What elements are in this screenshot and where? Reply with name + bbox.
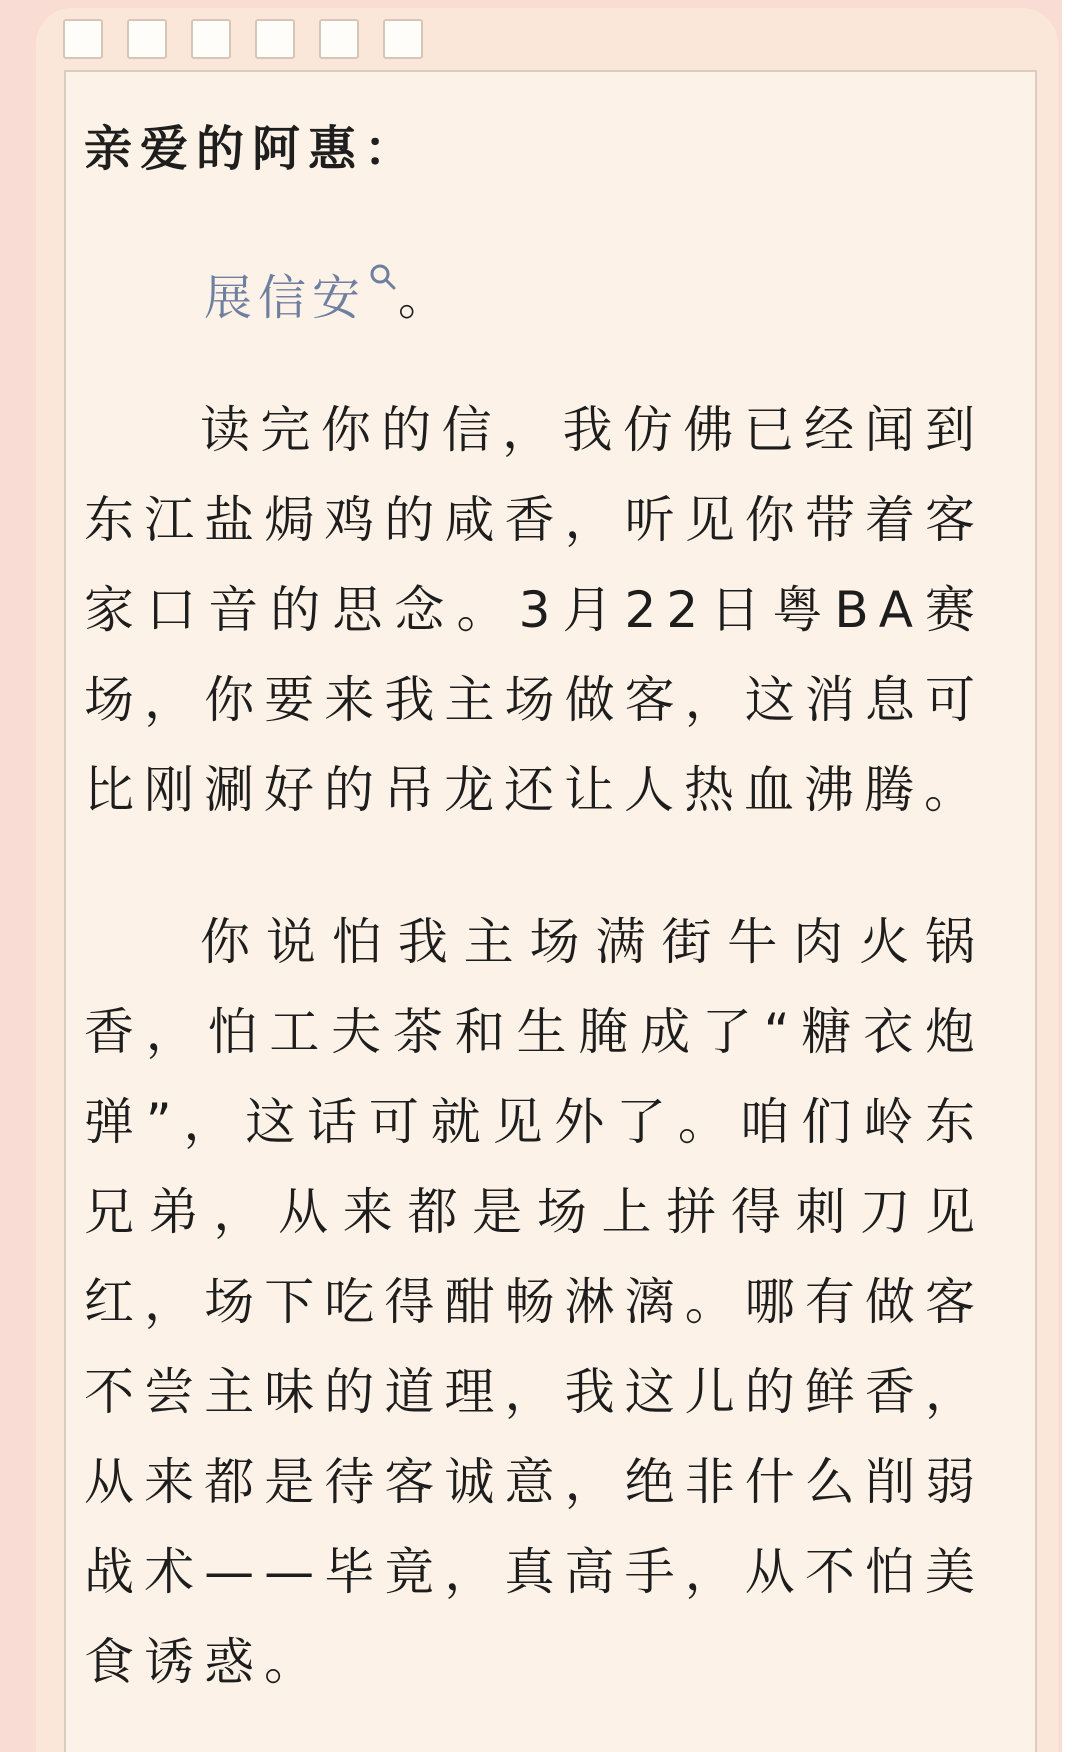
greeting-search-link[interactable] <box>204 270 398 326</box>
binding-hole <box>319 19 359 59</box>
greeting-line <box>84 262 985 333</box>
binding-hole <box>383 19 423 59</box>
letter-card <box>36 8 1058 1752</box>
greeting-text: 展信安 <box>204 270 367 326</box>
paragraph: 你说怕我主场满街牛肉火锅香，怕工夫茶和生腌成了“糖衣炮弹”，这话可就见外了。咱们岭东兄弟，从来都是场上拼得刺刀见红，场下吃得酣畅淋漓。哪有做客不尝主味的道理，我这儿的鲜香，从来都是待客诚意，绝非什么削弱战术——毕竟，真高手，从不怕美食诱惑。 <box>84 913 985 1691</box>
letter-body <box>66 72 1035 1707</box>
search-icon[interactable] <box>368 262 398 292</box>
binding-hole <box>255 19 295 59</box>
greeting-period: 。 <box>398 270 453 326</box>
salutation: 亲爱的阿惠： <box>84 121 421 177</box>
binding-holes <box>63 19 423 59</box>
binding-hole <box>63 19 103 59</box>
paragraph: 读完你的信，我仿佛已经闻到东江盐焗鸡的咸香，听见你带着客家口音的思念。3月22日粤BA赛场，你要来我主场做客，这消息可比刚涮好的吊龙还让人热血沸腾。 <box>84 401 985 819</box>
binding-hole <box>127 19 167 59</box>
letter-panel <box>64 70 1037 1752</box>
binding-hole <box>191 19 231 59</box>
